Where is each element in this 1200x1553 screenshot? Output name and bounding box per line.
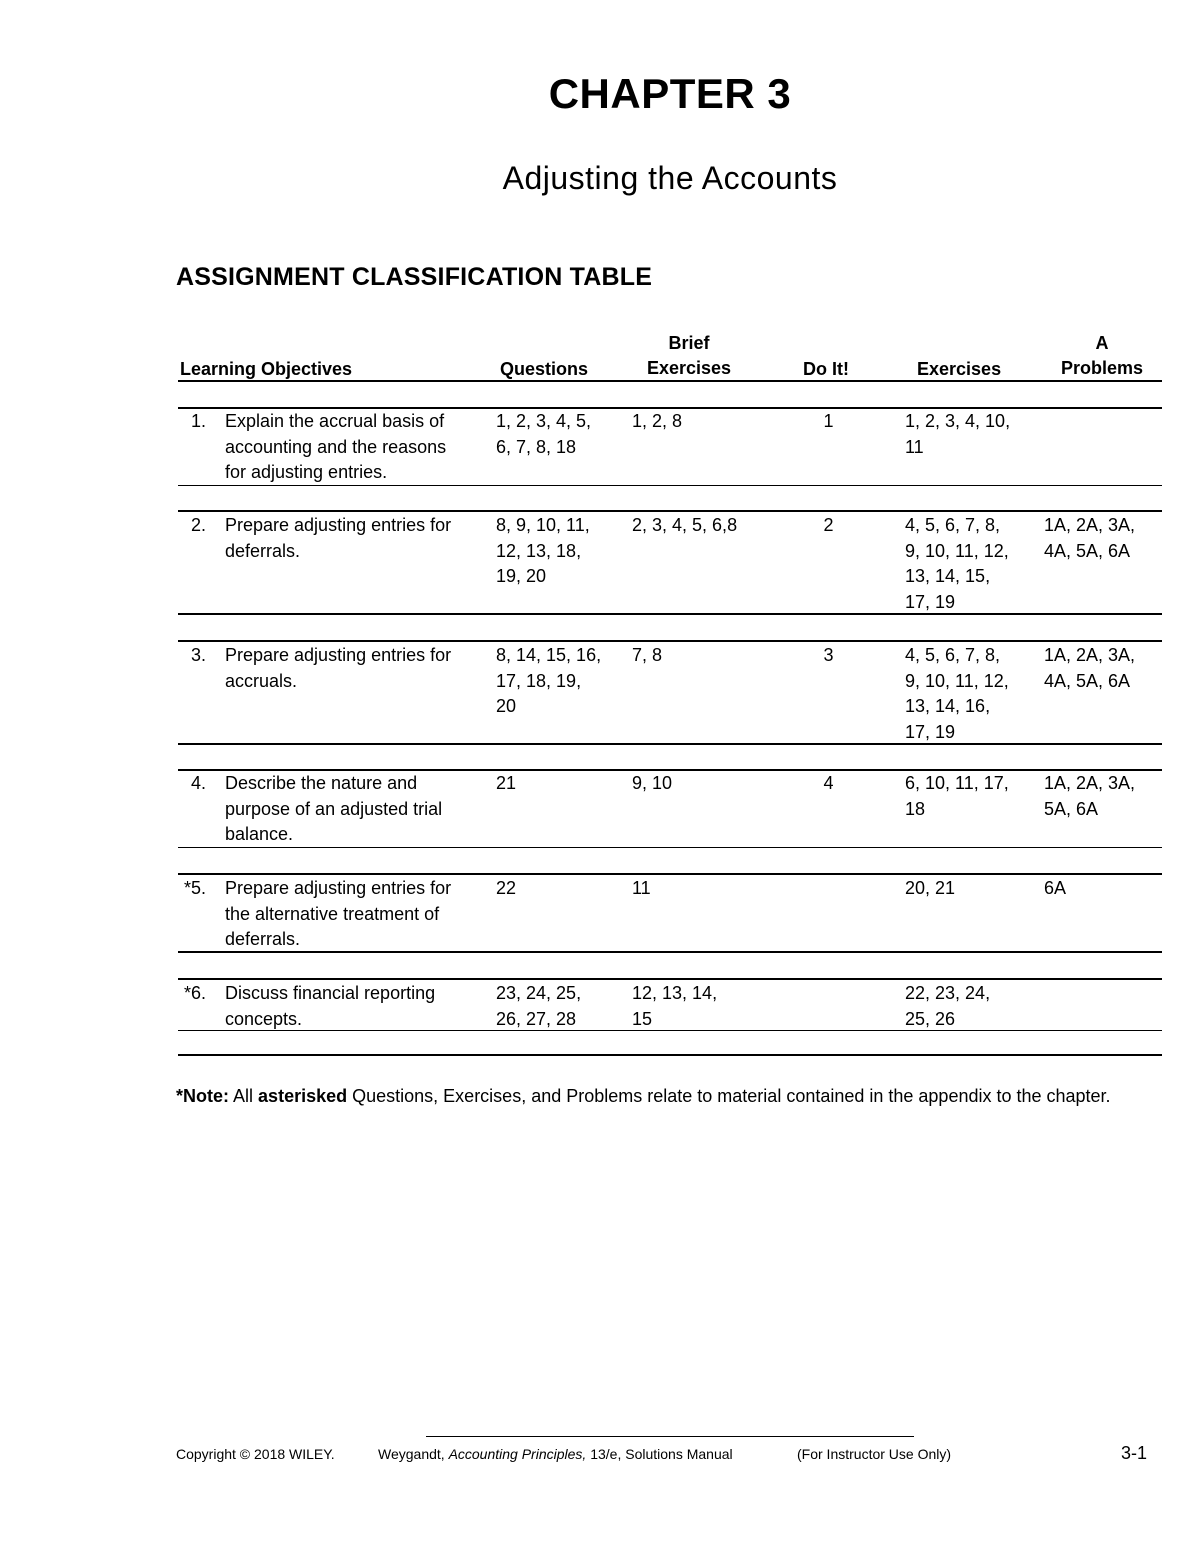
text-line: 22, 23, 24, [905,983,991,1003]
row-questions [496,981,621,1032]
footer-rule [426,1436,914,1437]
text-line: 17, 18, 19, [496,670,582,691]
footer-usage: (For Instructor Use Only) [797,1446,952,1462]
row-objective [225,876,485,953]
row-bottom-rule [178,743,1162,745]
row-brief-exercises [632,643,757,669]
row-top-rule [178,978,1162,980]
text-line: 1, 2, 3, 4, 5, [496,411,592,431]
column-header-learning-objectives: Learning Objectives [180,359,353,379]
footer-copyright: Copyright © 2018 WILEY. [176,1446,335,1462]
text-line: 9, 10, 11, 12, [905,540,1009,561]
text-line: deferrals. [225,540,301,561]
row-brief-exercises [632,876,757,902]
row-questions [496,643,621,720]
row-do-it: 3 [823,645,834,665]
text-line: Prepare adjusting entries for [225,878,452,898]
row-brief-exercises [632,513,757,539]
row-top-rule [178,640,1162,642]
row-problems [1044,513,1159,564]
row-objective [225,513,485,564]
row-questions [496,409,621,460]
text-line: concepts. [225,1008,303,1029]
note-prefix: *Note: [176,1086,229,1106]
text-line: 1A, 2A, 3A, [1044,645,1136,665]
text-line: Discuss financial reporting [225,983,436,1003]
row-exercises [905,409,1035,460]
text-line: deferrals. [225,929,301,949]
column-header-problems [1056,331,1148,381]
row-top-rule [178,510,1162,512]
row-exercises [905,771,1035,822]
column-header-questions: Questions [500,359,589,379]
row-number: 1. [190,411,206,431]
row-do-it: 1 [823,411,834,431]
text-line: the alternative treatment of [225,903,440,924]
text-line: 22 [496,878,517,898]
row-number: 4. [190,773,206,793]
text-line: Prepare adjusting entries for [225,515,452,535]
text-line: 17, 19 [905,721,956,742]
text-line: for adjusting entries. [225,462,388,482]
text-line: 25, 26 [905,1008,956,1029]
column-header-brief-exercises-line2: Exercises [646,358,732,378]
column-header-do-it: Do It! [803,359,849,379]
footer-book-title: Accounting Principles, [448,1446,587,1462]
appendix-note [176,1083,1162,1109]
text-line: 26, 27, 28 [496,1008,577,1029]
note-emphasis: asterisked [258,1086,348,1106]
text-line: 12, 13, 14, [632,983,718,1003]
text-line: 19, 20 [496,566,547,586]
text-line: 1A, 2A, 3A, [1044,515,1136,535]
row-questions [496,771,621,797]
column-header-problems-line2: Problems [1060,358,1144,378]
text-line: balance. [225,824,294,844]
text-line: 9, 10 [632,773,673,793]
row-number: 2. [190,515,206,535]
column-header-problems-line1: A [1095,333,1109,353]
text-line: 4, 5, 6, 7, 8, [905,515,1001,535]
chapter-subtitle: Adjusting the Accounts [502,160,838,196]
row-bottom-rule [178,1030,1162,1031]
text-line: 8, 9, 10, 11, [496,515,590,535]
row-objective [225,981,485,1032]
row-number: *6. [183,983,206,1003]
text-line: 13, 14, 16, [905,696,991,716]
row-brief-exercises [632,409,757,435]
text-line: 20 [496,696,517,716]
row-bottom-rule [178,613,1162,615]
row-number: *5. [183,878,206,898]
footer-book-credit [378,1446,733,1462]
note-word: All [233,1086,254,1106]
text-line: 11 [905,436,924,457]
text-line: 6, 7, 8, 18 [496,436,577,457]
table-heading: ASSIGNMENT CLASSIFICATION TABLE [176,263,653,291]
text-line: 8, 14, 15, 16, [496,645,602,665]
text-line: 12, 13, 18, [496,540,582,561]
text-line: 1, 2, 3, 4, 10, [905,411,1011,431]
table-bottom-rule [178,1054,1162,1056]
note-text: Questions, Exercises, and Problems relate to material contained in the appendix to the chapter. [352,1086,1111,1106]
row-exercises [905,981,1035,1032]
row-do-it: 4 [823,773,834,793]
text-line: 13, 14, 15, [905,566,991,586]
row-problems [1044,771,1159,822]
text-line: Prepare adjusting entries for [225,645,452,665]
row-exercises [905,513,1035,615]
text-line: accruals. [225,670,298,691]
text-line: 6, 10, 11, 17, [905,773,1009,793]
column-header-exercises: Exercises [917,359,1002,379]
text-line: 4, 5, 6, 7, 8, [905,645,1001,665]
row-problems [1044,876,1159,902]
row-questions [496,876,621,902]
text-line: 2, 3, 4, 5, 6,8 [632,515,738,535]
row-questions [496,513,621,590]
text-line: 6A [1044,878,1067,898]
text-line: 1A, 2A, 3A, [1044,773,1136,793]
text-line: 7, 8 [632,645,663,665]
text-line: 17, 19 [905,591,956,612]
row-problems [1044,643,1159,694]
row-exercises [905,876,1035,902]
text-line: Describe the nature and [225,773,418,793]
text-line: accounting and the reasons [225,436,447,457]
row-do-it: 2 [823,515,834,535]
column-header-brief-exercises [634,331,744,381]
row-bottom-rule [178,485,1162,486]
text-line: Explain the accrual basis of [225,411,445,431]
row-brief-exercises [632,771,757,797]
text-line: 11 [632,878,651,898]
footer-author: Weygandt, [378,1446,445,1462]
header-rule [178,380,1162,382]
text-line: 4A, 5A, 6A [1044,540,1131,561]
row-number: 3. [190,645,206,665]
row-exercises [905,643,1035,745]
text-line: 4A, 5A, 6A [1044,670,1131,691]
text-line: 5A, 6A [1044,798,1099,819]
row-top-rule [178,873,1162,875]
text-line: 21 [496,773,517,793]
text-line: 15 [632,1008,653,1029]
column-header-brief-exercises-line1: Brief [668,333,710,353]
page-number: 3-1 [1121,1443,1148,1463]
text-line: 20, 21 [905,878,956,898]
text-line: 23, 24, 25, [496,983,582,1003]
chapter-title: CHAPTER 3 [548,70,792,117]
footer-edition: 13/e, Solutions Manual [590,1446,733,1462]
row-brief-exercises [632,981,757,1032]
row-bottom-rule [178,847,1162,848]
text-line: 1, 2, 8 [632,411,683,431]
text-line: purpose of an adjusted trial [225,798,443,819]
text-line: 18 [905,798,926,819]
row-objective [225,771,485,848]
row-bottom-rule [178,951,1162,953]
row-objective [225,409,485,486]
row-objective [225,643,485,694]
text-line: 9, 10, 11, 12, [905,670,1009,691]
